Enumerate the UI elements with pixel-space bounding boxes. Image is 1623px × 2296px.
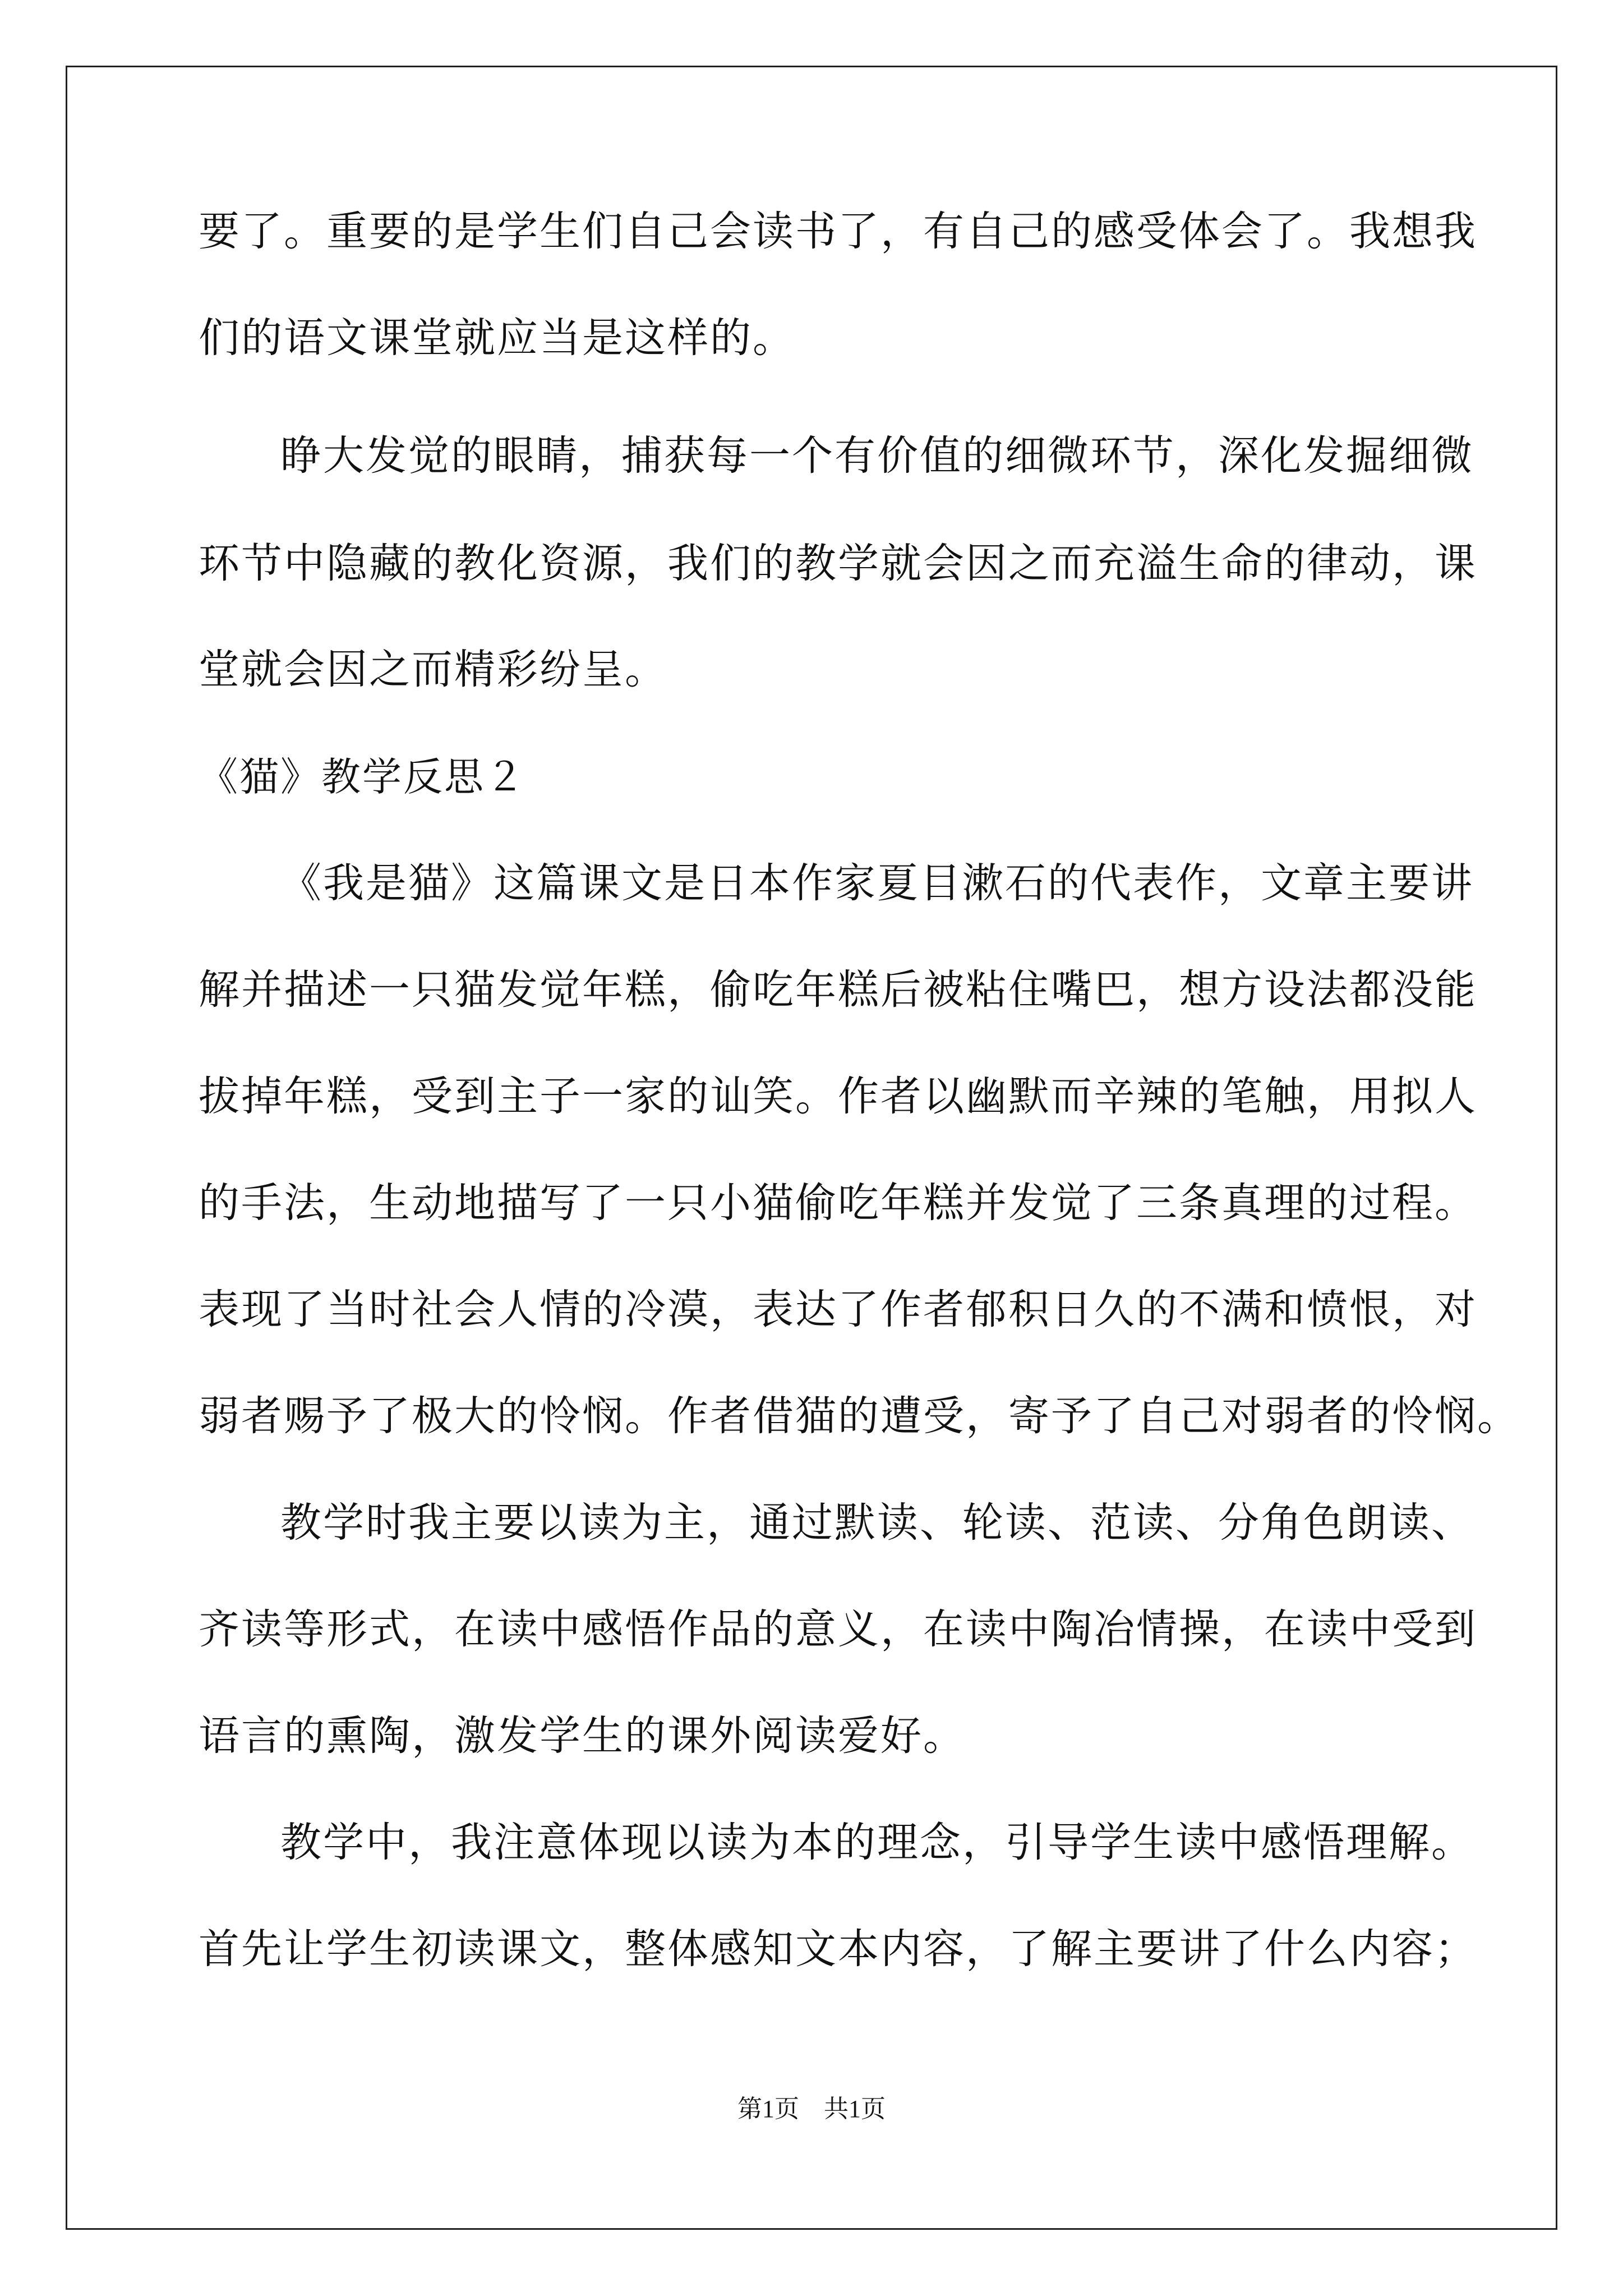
text-line: 首先让学生初读课文，整体感知文本内容，了解主要讲了什么内容；: [199, 1925, 1477, 1973]
text-line: 解并描述一只猫发觉年糕，偷吃年糕后被粘住嘴巴，想方设法都没能: [199, 966, 1477, 1014]
paragraph-first-line: 教学中，我注意体现以读为本的理念，引导学生读中感悟理解。: [280, 1819, 1474, 1866]
text-line: 的手法，生动地描写了一只小猫偷吃年糕并发觉了三条真理的过程。: [199, 1179, 1477, 1227]
text-line: 要了。重要的是学生们自己会读书了，有自己的感受体会了。我想我: [199, 208, 1477, 255]
text-line: 表现了当时社会人情的冷漠，表达了作者郁积日久的不满和愤恨，对: [199, 1286, 1477, 1333]
text-line: 语言的熏陶，激发学生的课外阅读爱好。: [199, 1712, 966, 1760]
paragraph-first-line: 睁大发觉的眼睛，捕获每一个有价值的细微环节，深化发掘细微: [280, 432, 1474, 480]
text-line: 拔掉年糕，受到主子一家的讪笑。作者以幽默而辛辣的笔触，用拟人: [199, 1073, 1477, 1120]
text-line: 们的语文课堂就应当是这样的。: [199, 314, 795, 362]
text-line: 堂就会因之而精彩纷呈。: [199, 646, 667, 693]
paragraph-first-line: 《我是猫》这篇课文是日本作家夏目漱石的代表作，文章主要讲: [280, 859, 1474, 907]
page-border: [66, 66, 1557, 2230]
page-number-footer: 第1页 共1页: [737, 2095, 886, 2123]
text-line: 齐读等形式，在读中感悟作品的意义，在读中陶冶情操，在读中受到: [199, 1605, 1477, 1653]
text-line: 环节中隐藏的教化资源，我们的教学就会因之而充溢生命的律动，课: [199, 540, 1477, 587]
text-line: 弱者赐予了极大的怜悯。作者借猫的遭受，寄予了自己对弱者的怜悯。: [199, 1392, 1520, 1440]
section-heading: 《猫》教学反思２: [199, 754, 526, 800]
paragraph-first-line: 教学时我主要以读为主，通过默读、轮读、范读、分角色朗读、: [280, 1499, 1474, 1547]
